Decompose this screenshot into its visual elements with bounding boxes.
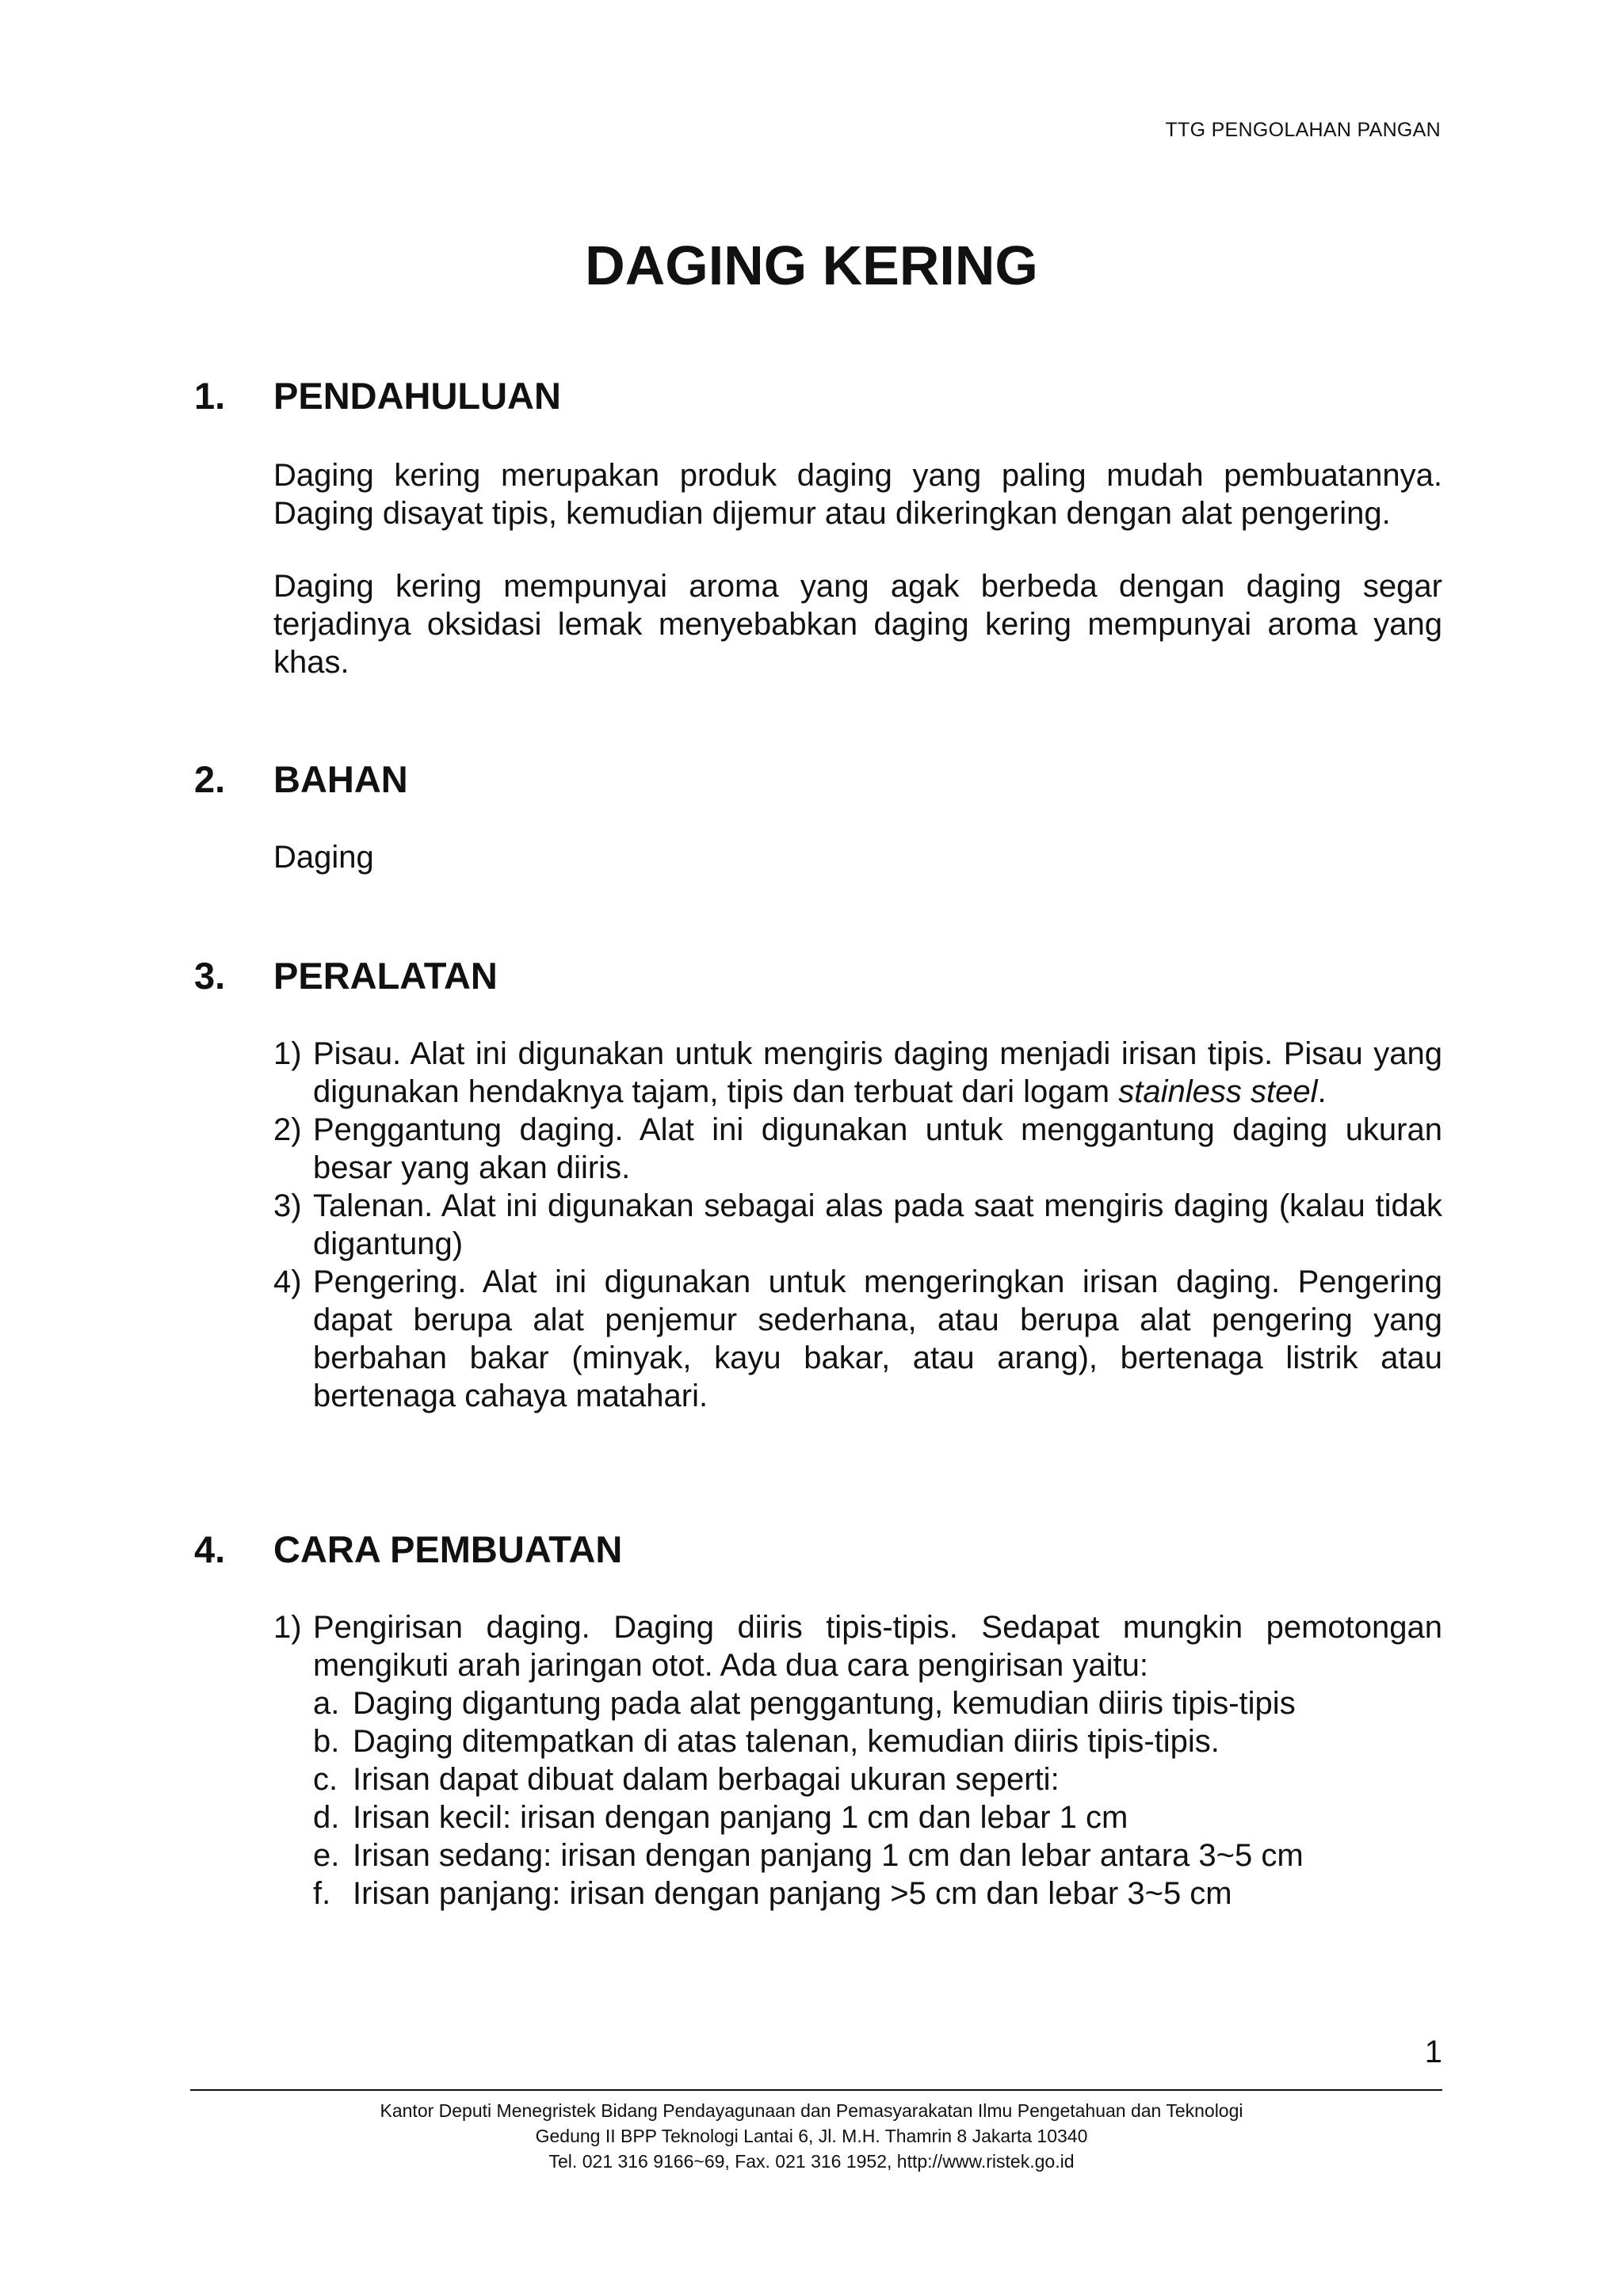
running-header: TTG PENGOLAHAN PANGAN bbox=[1165, 119, 1441, 141]
list-marker: 4) bbox=[273, 1264, 302, 1299]
section-title: PERALATAN bbox=[273, 955, 498, 997]
sub-list-item-text: Daging ditempatkan di atas talenan, kemudian diiris tipis-tipis. bbox=[353, 1724, 1220, 1759]
footer-line-office: Kantor Deputi Menegristek Bidang Pendayagunaan dan Pemasyarakatan Ilmu Pengetahuan dan Teknologi bbox=[380, 2100, 1243, 2121]
list-marker: 1) bbox=[273, 1036, 302, 1071]
list-marker: 2) bbox=[273, 1112, 302, 1147]
section-number: 3. bbox=[194, 955, 226, 997]
equipment-list bbox=[273, 1035, 1442, 1415]
paragraph: Daging kering mempunyai aroma yang agak berbeda dengan daging segar terjadinya oksidasi lemak menyebabkan daging kering mempunyai aroma yang khas. bbox=[273, 569, 1442, 680]
sub-list-item bbox=[313, 1760, 1442, 1798]
section-number: 1. bbox=[194, 375, 226, 417]
page-number: 1 bbox=[1424, 2035, 1442, 2069]
sub-list-item-text: Irisan dapat dibuat dalam berbagai ukuran seperti: bbox=[353, 1762, 1060, 1797]
list-item bbox=[273, 1035, 1442, 1111]
sub-list-item bbox=[313, 1798, 1442, 1836]
list-item bbox=[273, 1608, 1442, 1913]
sub-list-marker: c. bbox=[313, 1762, 338, 1797]
sub-list-item-text: Irisan kecil: irisan dengan panjang 1 cm dan lebar 1 cm bbox=[353, 1800, 1128, 1835]
sub-list-item bbox=[313, 1722, 1442, 1760]
section-body-bahan bbox=[273, 838, 1442, 876]
sub-list-item-text: Irisan sedang: irisan dengan panjang 1 cm dan lebar antara 3~5 cm bbox=[353, 1838, 1304, 1873]
footer-divider bbox=[190, 2089, 1442, 2091]
sub-list-item-text: Daging digantung pada alat penggantung, kemudian diiris tipis-tipis bbox=[353, 1686, 1296, 1721]
list-item-text: Pisau. Alat ini digunakan untuk mengiris daging menjadi irisan tipis. Pisau yang digunakan hendaknya tajam, tipis dan terbuat dari logam bbox=[313, 1036, 1442, 1109]
list-item-text: Talenan. Alat ini digunakan sebagai alas pada saat mengiris daging (kalau tidak digantung) bbox=[313, 1188, 1442, 1261]
section-heading-peralatan bbox=[194, 952, 498, 1000]
procedure-list bbox=[273, 1608, 1442, 1913]
paragraph: Daging kering merupakan produk daging yang paling mudah pembuatannya. Daging disayat tipis, kemudian dijemur atau dikeringkan dengan alat pengering. bbox=[273, 458, 1442, 531]
sub-list bbox=[313, 1684, 1442, 1913]
sub-list-marker: d. bbox=[313, 1800, 340, 1835]
list-item-italic: stainless steel bbox=[1118, 1074, 1318, 1109]
section-title: BAHAN bbox=[273, 758, 408, 800]
sub-list-marker: f. bbox=[313, 1876, 331, 1911]
section-heading-bahan bbox=[194, 756, 408, 803]
list-item bbox=[273, 1263, 1442, 1415]
section-number: 2. bbox=[194, 758, 226, 800]
sub-list-item bbox=[313, 1836, 1442, 1875]
footer-line-address: Gedung II BPP Teknologi Lantai 6, Jl. M.H. Thamrin 8 Jakarta 10340 bbox=[535, 2126, 1088, 2146]
list-marker: 1) bbox=[273, 1610, 302, 1645]
section-body-pendahuluan bbox=[273, 456, 1442, 681]
sub-list-marker: a. bbox=[313, 1686, 340, 1721]
list-item-text: Pengering. Alat ini digunakan untuk mengeringkan irisan daging. Pengering dapat berupa alat penjemur sederhana, atau berupa alat pengering yang berbahan bakar (minyak, kayu bakar, atau arang), bertenaga listrik atau bertenaga cahaya matahari. bbox=[313, 1264, 1442, 1413]
section-number: 4. bbox=[194, 1528, 226, 1570]
list-marker: 3) bbox=[273, 1188, 302, 1223]
section-heading-pendahuluan bbox=[194, 372, 561, 420]
list-item bbox=[273, 1111, 1442, 1187]
list-item-tail: . bbox=[1317, 1074, 1327, 1109]
list-item bbox=[273, 1187, 1442, 1263]
section-heading-cara-pembuatan bbox=[194, 1526, 622, 1573]
section-title: PENDAHULUAN bbox=[273, 375, 561, 417]
list-item-text: Penggantung daging. Alat ini digunakan untuk menggantung daging ukuran besar yang akan diiris. bbox=[313, 1112, 1442, 1185]
paragraph: Daging bbox=[273, 840, 374, 875]
sub-list-item bbox=[313, 1875, 1442, 1913]
list-item-text: Pengirisan daging. Daging diiris tipis-tipis. Sedapat mungkin pemotongan mengikuti arah jaringan otot. Ada dua cara pengirisan yaitu: bbox=[313, 1610, 1442, 1683]
footer bbox=[0, 2098, 1623, 2174]
sub-list-item bbox=[313, 1684, 1442, 1722]
document-title: DAGING KERING bbox=[585, 235, 1038, 296]
sub-list-marker: b. bbox=[313, 1724, 340, 1759]
sub-list-marker: e. bbox=[313, 1838, 340, 1873]
sub-list-item-text: Irisan panjang: irisan dengan panjang >5 cm dan lebar 3~5 cm bbox=[353, 1876, 1232, 1911]
footer-line-contact: Tel. 021 316 9166~69, Fax. 021 316 1952, http://www.ristek.go.id bbox=[548, 2151, 1075, 2172]
section-title: CARA PEMBUATAN bbox=[273, 1528, 623, 1570]
